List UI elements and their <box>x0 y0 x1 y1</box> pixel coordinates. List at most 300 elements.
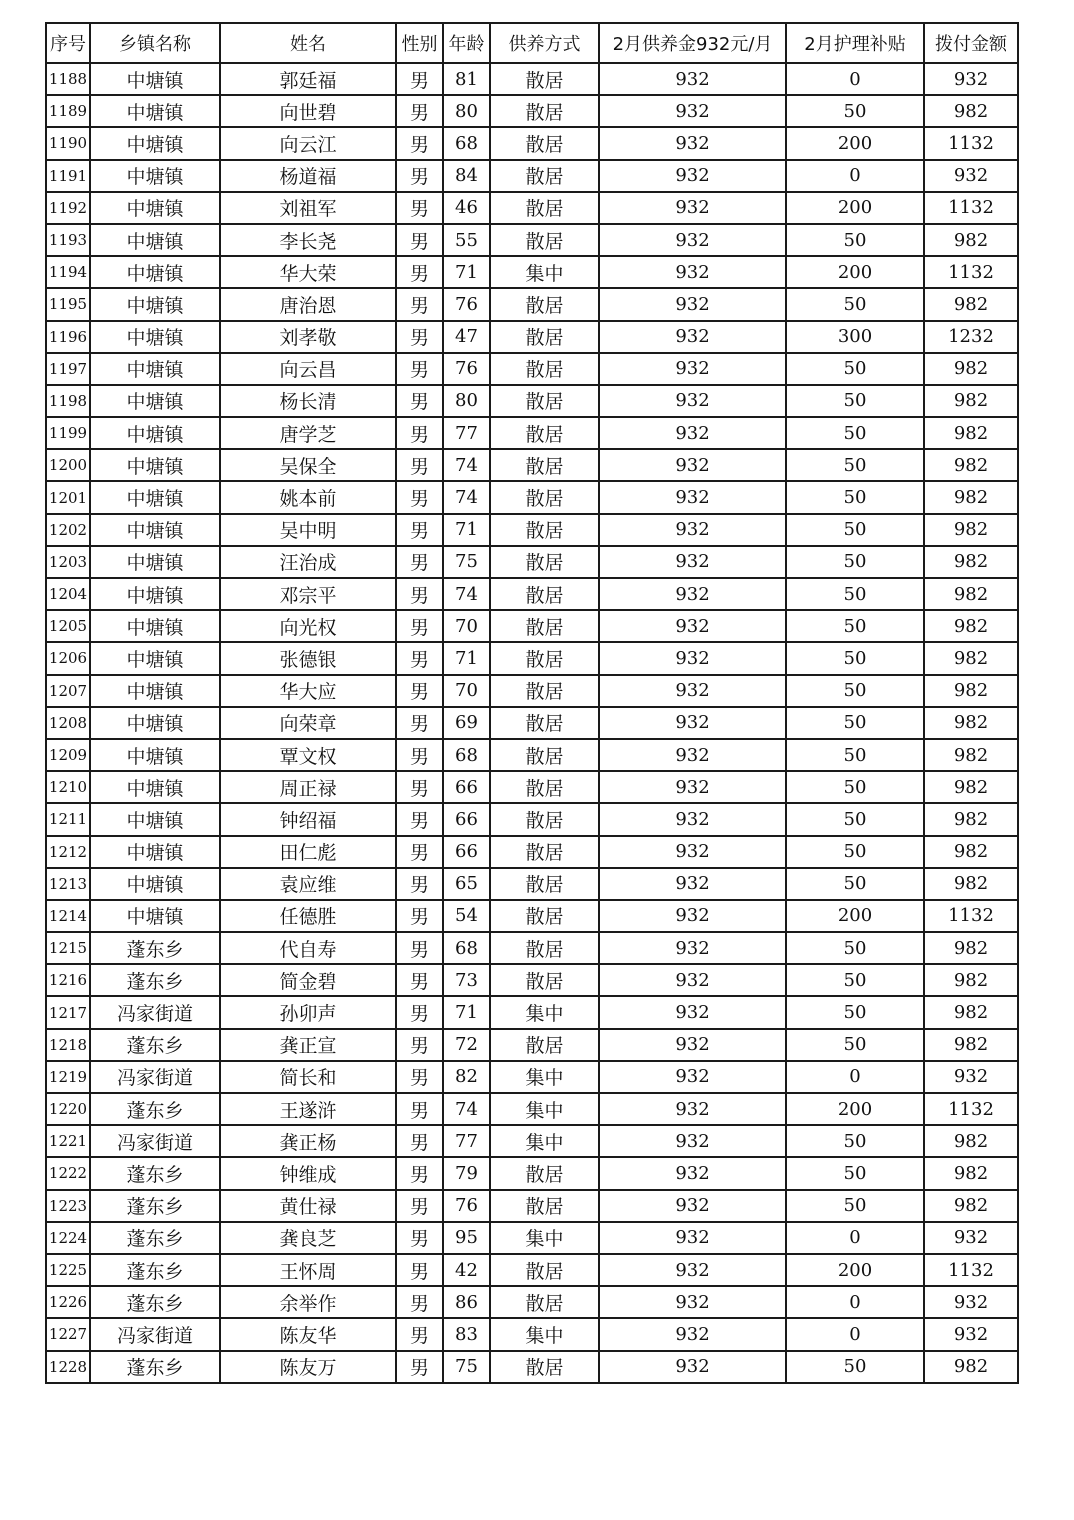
cell-gender: 男 <box>396 610 443 642</box>
cell-gender: 男 <box>396 803 443 835</box>
cell-monthly-allowance: 932 <box>599 256 786 288</box>
table-row <box>46 224 1018 256</box>
cell-town-name: 中塘镇 <box>90 417 220 449</box>
table-row <box>46 1125 1018 1157</box>
cell-person-name: 唐学芝 <box>220 417 396 449</box>
cell-town-name: 中塘镇 <box>90 288 220 320</box>
table-row <box>46 481 1018 513</box>
cell-monthly-allowance: 932 <box>599 996 786 1028</box>
cell-seq-number: 1198 <box>46 385 90 417</box>
cell-support-mode: 散居 <box>490 707 599 739</box>
cell-support-mode: 散居 <box>490 160 599 192</box>
cell-gender: 男 <box>396 417 443 449</box>
cell-monthly-allowance: 932 <box>599 160 786 192</box>
cell-person-name: 姚本前 <box>220 481 396 513</box>
cell-town-name: 中塘镇 <box>90 95 220 127</box>
cell-care-subsidy: 200 <box>786 256 924 288</box>
cell-payment-amount: 1132 <box>924 192 1018 224</box>
cell-monthly-allowance: 932 <box>599 514 786 546</box>
cell-gender: 男 <box>396 578 443 610</box>
cell-care-subsidy: 200 <box>786 900 924 932</box>
cell-care-subsidy: 0 <box>786 160 924 192</box>
cell-seq-number: 1224 <box>46 1222 90 1254</box>
cell-care-subsidy: 50 <box>786 675 924 707</box>
cell-person-name: 田仁彪 <box>220 836 396 868</box>
cell-support-mode: 散居 <box>490 610 599 642</box>
cell-monthly-allowance: 932 <box>599 95 786 127</box>
cell-care-subsidy: 50 <box>786 449 924 481</box>
cell-support-mode: 散居 <box>490 1157 599 1189</box>
cell-person-name: 龚良芝 <box>220 1222 396 1254</box>
cell-monthly-allowance: 932 <box>599 578 786 610</box>
cell-care-subsidy: 50 <box>786 224 924 256</box>
table-row <box>46 610 1018 642</box>
cell-age: 71 <box>443 996 490 1028</box>
cell-seq-number: 1190 <box>46 127 90 159</box>
cell-support-mode: 散居 <box>490 127 599 159</box>
cell-gender: 男 <box>396 1222 443 1254</box>
cell-care-subsidy: 50 <box>786 481 924 513</box>
cell-seq-number: 1189 <box>46 95 90 127</box>
cell-seq-number: 1206 <box>46 642 90 674</box>
cell-age: 76 <box>443 1190 490 1222</box>
cell-care-subsidy: 50 <box>786 932 924 964</box>
cell-age: 74 <box>443 449 490 481</box>
cell-gender: 男 <box>396 964 443 996</box>
cell-monthly-allowance: 932 <box>599 481 786 513</box>
cell-seq-number: 1219 <box>46 1061 90 1093</box>
cell-payment-amount: 1232 <box>924 321 1018 353</box>
cell-monthly-allowance: 932 <box>599 610 786 642</box>
cell-seq-number: 1228 <box>46 1351 90 1383</box>
cell-care-subsidy: 50 <box>786 288 924 320</box>
cell-gender: 男 <box>396 932 443 964</box>
cell-age: 70 <box>443 675 490 707</box>
cell-person-name: 龚正宣 <box>220 1029 396 1061</box>
cell-care-subsidy: 50 <box>786 739 924 771</box>
table-row <box>46 675 1018 707</box>
cell-payment-amount: 982 <box>924 449 1018 481</box>
cell-gender: 男 <box>396 385 443 417</box>
cell-town-name: 中塘镇 <box>90 707 220 739</box>
cell-person-name: 刘孝敬 <box>220 321 396 353</box>
cell-seq-number: 1210 <box>46 771 90 803</box>
table-row <box>46 1286 1018 1318</box>
cell-care-subsidy: 50 <box>786 417 924 449</box>
cell-payment-amount: 982 <box>924 288 1018 320</box>
cell-town-name: 中塘镇 <box>90 481 220 513</box>
cell-person-name: 周正禄 <box>220 771 396 803</box>
cell-support-mode: 散居 <box>490 546 599 578</box>
cell-seq-number: 1204 <box>46 578 90 610</box>
cell-care-subsidy: 50 <box>786 996 924 1028</box>
cell-seq-number: 1226 <box>46 1286 90 1318</box>
cell-age: 46 <box>443 192 490 224</box>
cell-payment-amount: 982 <box>924 771 1018 803</box>
cell-age: 75 <box>443 1351 490 1383</box>
cell-payment-amount: 982 <box>924 224 1018 256</box>
cell-age: 74 <box>443 578 490 610</box>
cell-support-mode: 集中 <box>490 256 599 288</box>
cell-support-mode: 散居 <box>490 63 599 95</box>
cell-payment-amount: 1132 <box>924 1093 1018 1125</box>
cell-age: 77 <box>443 417 490 449</box>
cell-support-mode: 散居 <box>490 900 599 932</box>
header-person-name: 姓名 <box>220 23 396 63</box>
cell-person-name: 钟绍福 <box>220 803 396 835</box>
cell-seq-number: 1194 <box>46 256 90 288</box>
cell-seq-number: 1200 <box>46 449 90 481</box>
cell-person-name: 向世碧 <box>220 95 396 127</box>
table-row <box>46 1157 1018 1189</box>
cell-care-subsidy: 50 <box>786 964 924 996</box>
cell-age: 65 <box>443 868 490 900</box>
cell-support-mode: 散居 <box>490 224 599 256</box>
cell-care-subsidy: 50 <box>786 1029 924 1061</box>
cell-monthly-allowance: 932 <box>599 932 786 964</box>
cell-town-name: 中塘镇 <box>90 514 220 546</box>
cell-payment-amount: 982 <box>924 1190 1018 1222</box>
cell-age: 42 <box>443 1254 490 1286</box>
cell-monthly-allowance: 932 <box>599 192 786 224</box>
cell-care-subsidy: 50 <box>786 868 924 900</box>
cell-person-name: 向光权 <box>220 610 396 642</box>
cell-payment-amount: 982 <box>924 1351 1018 1383</box>
cell-person-name: 代自寿 <box>220 932 396 964</box>
cell-gender: 男 <box>396 288 443 320</box>
cell-seq-number: 1196 <box>46 321 90 353</box>
cell-town-name: 中塘镇 <box>90 578 220 610</box>
cell-support-mode: 散居 <box>490 803 599 835</box>
table-row <box>46 449 1018 481</box>
cell-support-mode: 散居 <box>490 417 599 449</box>
cell-monthly-allowance: 932 <box>599 1254 786 1286</box>
cell-person-name: 邓宗平 <box>220 578 396 610</box>
cell-person-name: 余举作 <box>220 1286 396 1318</box>
cell-age: 86 <box>443 1286 490 1318</box>
cell-support-mode: 散居 <box>490 1286 599 1318</box>
cell-town-name: 蓬东乡 <box>90 1222 220 1254</box>
cell-support-mode: 散居 <box>490 771 599 803</box>
cell-support-mode: 散居 <box>490 514 599 546</box>
cell-monthly-allowance: 932 <box>599 449 786 481</box>
cell-monthly-allowance: 932 <box>599 803 786 835</box>
table-row <box>46 127 1018 159</box>
cell-person-name: 覃文权 <box>220 739 396 771</box>
cell-age: 71 <box>443 642 490 674</box>
cell-gender: 男 <box>396 1061 443 1093</box>
cell-monthly-allowance: 932 <box>599 707 786 739</box>
cell-age: 68 <box>443 932 490 964</box>
table-row <box>46 771 1018 803</box>
cell-gender: 男 <box>396 127 443 159</box>
cell-person-name: 杨长清 <box>220 385 396 417</box>
cell-gender: 男 <box>396 900 443 932</box>
cell-monthly-allowance: 932 <box>599 546 786 578</box>
table-row <box>46 707 1018 739</box>
cell-support-mode: 散居 <box>490 1029 599 1061</box>
cell-seq-number: 1191 <box>46 160 90 192</box>
cell-seq-number: 1211 <box>46 803 90 835</box>
cell-payment-amount: 982 <box>924 642 1018 674</box>
table-row <box>46 1093 1018 1125</box>
cell-payment-amount: 1132 <box>924 127 1018 159</box>
cell-care-subsidy: 0 <box>786 63 924 95</box>
cell-age: 69 <box>443 707 490 739</box>
cell-care-subsidy: 0 <box>786 1286 924 1318</box>
cell-gender: 男 <box>396 1318 443 1350</box>
cell-gender: 男 <box>396 256 443 288</box>
cell-support-mode: 散居 <box>490 578 599 610</box>
cell-support-mode: 散居 <box>490 288 599 320</box>
cell-seq-number: 1223 <box>46 1190 90 1222</box>
cell-seq-number: 1207 <box>46 675 90 707</box>
table-row <box>46 63 1018 95</box>
cell-seq-number: 1192 <box>46 192 90 224</box>
table-row <box>46 932 1018 964</box>
cell-person-name: 王怀周 <box>220 1254 396 1286</box>
cell-gender: 男 <box>396 1286 443 1318</box>
cell-person-name: 华大应 <box>220 675 396 707</box>
cell-person-name: 向云昌 <box>220 353 396 385</box>
cell-gender: 男 <box>396 160 443 192</box>
table-row <box>46 160 1018 192</box>
cell-monthly-allowance: 932 <box>599 771 786 803</box>
cell-gender: 男 <box>396 192 443 224</box>
cell-monthly-allowance: 932 <box>599 321 786 353</box>
cell-town-name: 中塘镇 <box>90 449 220 481</box>
cell-monthly-allowance: 932 <box>599 63 786 95</box>
cell-person-name: 向荣章 <box>220 707 396 739</box>
cell-age: 76 <box>443 353 490 385</box>
table-row <box>46 803 1018 835</box>
cell-person-name: 向云江 <box>220 127 396 159</box>
cell-monthly-allowance: 932 <box>599 385 786 417</box>
cell-person-name: 吴保全 <box>220 449 396 481</box>
cell-gender: 男 <box>396 996 443 1028</box>
cell-monthly-allowance: 932 <box>599 1157 786 1189</box>
cell-monthly-allowance: 932 <box>599 1318 786 1350</box>
cell-gender: 男 <box>396 63 443 95</box>
cell-payment-amount: 982 <box>924 675 1018 707</box>
cell-care-subsidy: 50 <box>786 385 924 417</box>
cell-support-mode: 散居 <box>490 675 599 707</box>
header-row <box>46 23 1018 63</box>
cell-seq-number: 1201 <box>46 481 90 513</box>
cell-care-subsidy: 0 <box>786 1222 924 1254</box>
table-row <box>46 353 1018 385</box>
cell-gender: 男 <box>396 546 443 578</box>
cell-care-subsidy: 200 <box>786 127 924 159</box>
table-row <box>46 546 1018 578</box>
cell-person-name: 黄仕禄 <box>220 1190 396 1222</box>
cell-age: 68 <box>443 739 490 771</box>
cell-care-subsidy: 50 <box>786 514 924 546</box>
cell-age: 66 <box>443 771 490 803</box>
cell-person-name: 任德胜 <box>220 900 396 932</box>
table-row <box>46 288 1018 320</box>
cell-seq-number: 1218 <box>46 1029 90 1061</box>
cell-age: 54 <box>443 900 490 932</box>
cell-town-name: 蓬东乡 <box>90 932 220 964</box>
cell-town-name: 冯家街道 <box>90 1125 220 1157</box>
table-row <box>46 1254 1018 1286</box>
cell-support-mode: 集中 <box>490 1061 599 1093</box>
cell-gender: 男 <box>396 1029 443 1061</box>
header-town-name: 乡镇名称 <box>90 23 220 63</box>
cell-seq-number: 1215 <box>46 932 90 964</box>
cell-town-name: 蓬东乡 <box>90 1157 220 1189</box>
table-row <box>46 964 1018 996</box>
cell-town-name: 冯家街道 <box>90 1061 220 1093</box>
cell-support-mode: 集中 <box>490 1318 599 1350</box>
cell-payment-amount: 982 <box>924 353 1018 385</box>
pension-table <box>45 22 1019 1384</box>
cell-seq-number: 1188 <box>46 63 90 95</box>
cell-town-name: 蓬东乡 <box>90 1351 220 1383</box>
cell-payment-amount: 932 <box>924 1061 1018 1093</box>
header-seq-number: 序号 <box>46 23 90 63</box>
cell-payment-amount: 982 <box>924 95 1018 127</box>
cell-seq-number: 1225 <box>46 1254 90 1286</box>
cell-support-mode: 散居 <box>490 192 599 224</box>
cell-monthly-allowance: 932 <box>599 836 786 868</box>
cell-support-mode: 散居 <box>490 385 599 417</box>
cell-monthly-allowance: 932 <box>599 964 786 996</box>
cell-town-name: 中塘镇 <box>90 675 220 707</box>
header-monthly-allowance: 2月供养金932元/月 <box>599 23 786 63</box>
cell-seq-number: 1205 <box>46 610 90 642</box>
cell-monthly-allowance: 932 <box>599 900 786 932</box>
cell-seq-number: 1217 <box>46 996 90 1028</box>
cell-payment-amount: 1132 <box>924 256 1018 288</box>
cell-person-name: 唐治恩 <box>220 288 396 320</box>
cell-payment-amount: 982 <box>924 417 1018 449</box>
cell-person-name: 陈友万 <box>220 1351 396 1383</box>
table-row <box>46 578 1018 610</box>
cell-gender: 男 <box>396 95 443 127</box>
cell-seq-number: 1209 <box>46 739 90 771</box>
cell-monthly-allowance: 932 <box>599 675 786 707</box>
cell-seq-number: 1203 <box>46 546 90 578</box>
cell-support-mode: 散居 <box>490 1351 599 1383</box>
cell-support-mode: 集中 <box>490 1125 599 1157</box>
cell-age: 83 <box>443 1318 490 1350</box>
cell-person-name: 杨道福 <box>220 160 396 192</box>
cell-person-name: 简长和 <box>220 1061 396 1093</box>
cell-care-subsidy: 0 <box>786 1318 924 1350</box>
table-row <box>46 642 1018 674</box>
cell-payment-amount: 982 <box>924 964 1018 996</box>
cell-age: 66 <box>443 836 490 868</box>
cell-town-name: 中塘镇 <box>90 771 220 803</box>
cell-seq-number: 1222 <box>46 1157 90 1189</box>
cell-gender: 男 <box>396 1125 443 1157</box>
table-row <box>46 1190 1018 1222</box>
cell-gender: 男 <box>396 771 443 803</box>
cell-town-name: 蓬东乡 <box>90 1254 220 1286</box>
cell-town-name: 中塘镇 <box>90 836 220 868</box>
cell-seq-number: 1227 <box>46 1318 90 1350</box>
cell-person-name: 龚正杨 <box>220 1125 396 1157</box>
cell-age: 68 <box>443 127 490 159</box>
cell-gender: 男 <box>396 1093 443 1125</box>
cell-monthly-allowance: 932 <box>599 1222 786 1254</box>
cell-monthly-allowance: 932 <box>599 1190 786 1222</box>
table-row <box>46 256 1018 288</box>
cell-payment-amount: 982 <box>924 932 1018 964</box>
cell-age: 79 <box>443 1157 490 1189</box>
cell-town-name: 中塘镇 <box>90 385 220 417</box>
cell-town-name: 中塘镇 <box>90 321 220 353</box>
cell-age: 82 <box>443 1061 490 1093</box>
header-age: 年龄 <box>443 23 490 63</box>
cell-care-subsidy: 50 <box>786 707 924 739</box>
cell-care-subsidy: 50 <box>786 836 924 868</box>
table-row <box>46 192 1018 224</box>
cell-person-name: 简金碧 <box>220 964 396 996</box>
cell-care-subsidy: 50 <box>786 803 924 835</box>
cell-gender: 男 <box>396 1254 443 1286</box>
cell-payment-amount: 1132 <box>924 1254 1018 1286</box>
cell-support-mode: 散居 <box>490 353 599 385</box>
cell-monthly-allowance: 932 <box>599 1351 786 1383</box>
cell-monthly-allowance: 932 <box>599 288 786 320</box>
cell-monthly-allowance: 932 <box>599 127 786 159</box>
cell-person-name: 刘祖军 <box>220 192 396 224</box>
cell-town-name: 冯家街道 <box>90 996 220 1028</box>
cell-person-name: 汪治成 <box>220 546 396 578</box>
cell-town-name: 中塘镇 <box>90 803 220 835</box>
cell-age: 74 <box>443 481 490 513</box>
cell-payment-amount: 932 <box>924 1222 1018 1254</box>
table-row <box>46 739 1018 771</box>
cell-payment-amount: 932 <box>924 1318 1018 1350</box>
cell-support-mode: 散居 <box>490 321 599 353</box>
cell-care-subsidy: 50 <box>786 1351 924 1383</box>
cell-age: 71 <box>443 514 490 546</box>
cell-seq-number: 1195 <box>46 288 90 320</box>
cell-person-name: 李长尧 <box>220 224 396 256</box>
cell-seq-number: 1221 <box>46 1125 90 1157</box>
cell-seq-number: 1216 <box>46 964 90 996</box>
table-row <box>46 95 1018 127</box>
cell-payment-amount: 982 <box>924 546 1018 578</box>
cell-payment-amount: 982 <box>924 1157 1018 1189</box>
cell-person-name: 郭廷福 <box>220 63 396 95</box>
cell-monthly-allowance: 932 <box>599 642 786 674</box>
cell-seq-number: 1197 <box>46 353 90 385</box>
cell-support-mode: 散居 <box>490 642 599 674</box>
cell-gender: 男 <box>396 449 443 481</box>
cell-care-subsidy: 50 <box>786 95 924 127</box>
cell-age: 75 <box>443 546 490 578</box>
cell-care-subsidy: 50 <box>786 610 924 642</box>
cell-support-mode: 散居 <box>490 932 599 964</box>
cell-payment-amount: 932 <box>924 63 1018 95</box>
table-body <box>46 63 1018 1383</box>
header-payment-amount: 拨付金额 <box>924 23 1018 63</box>
cell-support-mode: 散居 <box>490 449 599 481</box>
cell-care-subsidy: 0 <box>786 1061 924 1093</box>
cell-age: 72 <box>443 1029 490 1061</box>
cell-seq-number: 1193 <box>46 224 90 256</box>
cell-town-name: 中塘镇 <box>90 256 220 288</box>
cell-gender: 男 <box>396 514 443 546</box>
cell-town-name: 中塘镇 <box>90 900 220 932</box>
cell-age: 80 <box>443 95 490 127</box>
cell-town-name: 中塘镇 <box>90 868 220 900</box>
